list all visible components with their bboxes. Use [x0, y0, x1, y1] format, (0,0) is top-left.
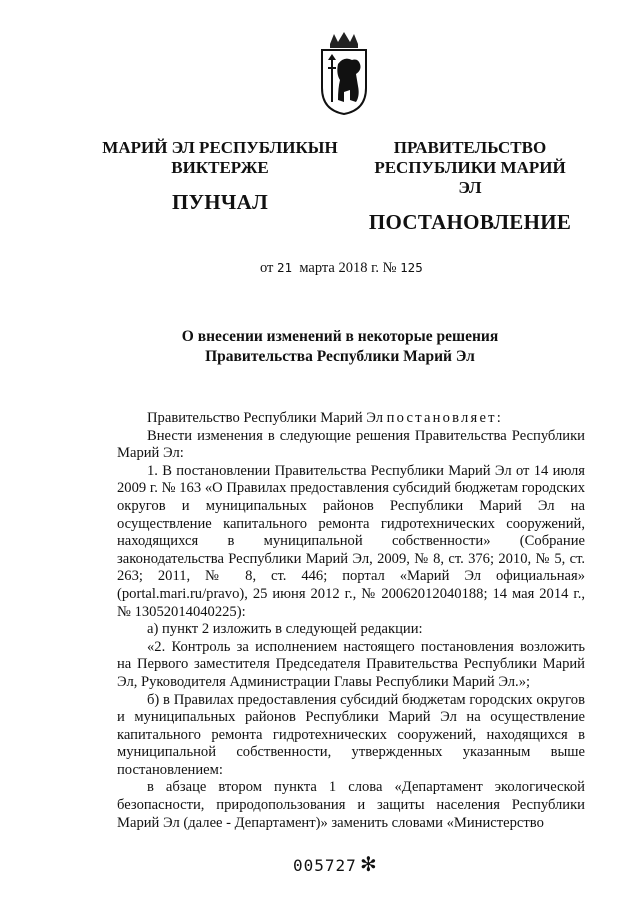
date-month-year: марта 2018 г. № [299, 260, 397, 276]
paragraph-item-b-1: в абзаце втором пункта 1 слова «Департамент экологической безопасности, природопользования и защиты населения Республики Марий Эл (далее - Департамент)» заменить словами «Министерство [117, 779, 585, 831]
paragraph-item-a-text: «2. Контроль за исполнением настоящего постановления возложить на Первого заместителя Председателя Правительства Республики Марий Эл, Руководителя Администрации Главы Республики Марий Эл.»; [117, 638, 585, 690]
paragraph-item-b: б) в Правилах предоставления субсидий бюджетам городских округов и муниципальных районов Республики Марий Эл на осуществление капитального ремонта гидротехнических сооружений, находящихся в муниципальной собственности, утвержденных указанным выше постановлением: [117, 691, 585, 778]
header-mari [100, 138, 340, 212]
paragraph-preamble [117, 410, 585, 428]
title-line1: О внесении изменений в некоторые решения [181, 328, 499, 345]
document-date [260, 260, 423, 277]
title-line2: Правительства Республики Марий Эл [205, 348, 475, 365]
form-serial-number: 005727 [293, 856, 357, 875]
header-russian [365, 138, 575, 232]
header-right-doc-type: ПОСТАНОВЛЕНИЕ [368, 210, 572, 234]
header-right-line1: ПРАВИТЕЛЬСТВО [393, 138, 547, 157]
date-day: 21 [277, 260, 293, 275]
footer-mark: ✻ [360, 854, 377, 876]
header-right-line2: РЕСПУБЛИКИ МАРИЙ ЭЛ [374, 158, 566, 197]
header-left-doc-type: ПУНЧАЛ [171, 190, 269, 214]
paragraph-intro: Внести изменения в следующие решения Правительства Республики Марий Эл: [117, 427, 585, 462]
document-number: 125 [400, 260, 423, 275]
preamble-resolves: постановляет: [386, 410, 503, 426]
header-left-line1: МАРИЙ ЭЛ РЕСПУБЛИКЫН [102, 138, 338, 157]
header-left-line2: ВИКТЕРЖЕ [171, 158, 269, 177]
coat-of-arms-icon [318, 30, 370, 116]
date-prefix: от [260, 260, 274, 276]
document-body [117, 410, 585, 832]
preamble-lead: Правительство Республики Марий Эл [147, 410, 384, 426]
paragraph-item-1: 1. В постановлении Правительства Республики Марий Эл от 14 июля 2009 г. № 163 «О Правилах предоставления субсидий бюджетам городских округов и муниципальных районов Республики Марий Эл на осуществление капитального ремонта гидротехнических сооружений, находящихся в муниципальной собственности» (Собрание законодательства Республики Марий Эл, 2009, № 8, ст. 376; 2010, № 5, ст. 263; 2011, № 8, ст. 446; портал «Марий Эл официальная» (portal.mari.ru/pravo), 25 июня 2012 г., № 20062012040188; 14 мая 2014 г., № 13052014040225): [117, 462, 585, 620]
paragraph-item-a: а) пункт 2 изложить в следующей редакции: [147, 621, 423, 638]
document-title [120, 327, 560, 367]
